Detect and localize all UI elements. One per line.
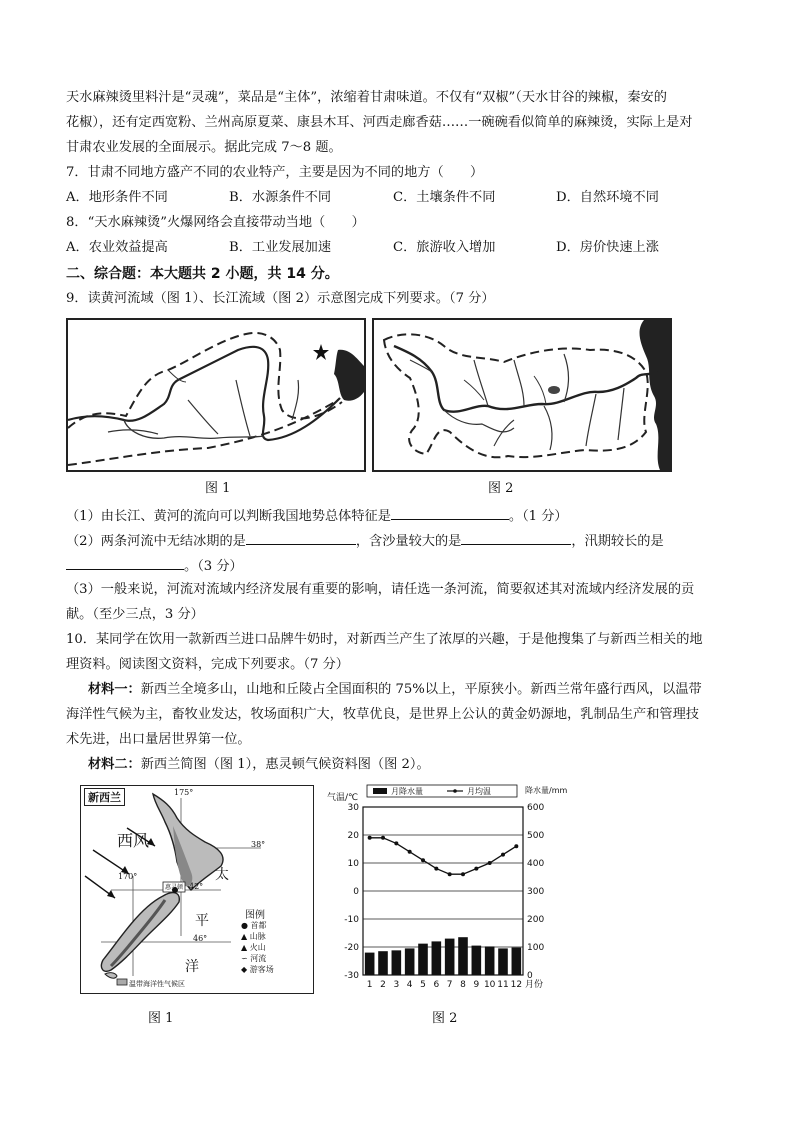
legend-precip-swatch xyxy=(373,788,387,794)
precip-bar xyxy=(445,939,455,975)
temp-point xyxy=(488,861,492,865)
left-tick-label: 0 xyxy=(353,887,359,897)
temp-point xyxy=(501,853,505,857)
x-tick-label: 2 xyxy=(380,980,386,990)
legend-title: 图例 xyxy=(245,910,265,921)
precip-bar xyxy=(458,937,468,975)
mountain-legend-icon: ▲ xyxy=(241,932,248,941)
temp-point xyxy=(421,858,425,862)
nz-map-title: 新西兰 xyxy=(84,788,125,806)
lat-46-label: 46° xyxy=(193,934,208,943)
q10-fig2-caption: 图 2 xyxy=(432,1011,458,1026)
yellow-river-map xyxy=(66,318,366,472)
q8-stem: 8．“天水麻辣烫”火爆网络会直接带动当地（ ） xyxy=(66,215,365,230)
city-label: 惠灵顿 xyxy=(165,884,184,891)
right-tick-label: 100 xyxy=(527,943,545,953)
precip-bar xyxy=(512,948,522,975)
temp-point xyxy=(461,872,465,876)
q8-option-b: B．工业发展加速 xyxy=(229,240,332,255)
x-tick-label: 4 xyxy=(406,980,413,990)
precip-bar xyxy=(418,944,428,975)
temp-point xyxy=(448,872,452,876)
q9-part1 xyxy=(66,505,568,527)
ocean-label-2: 平 xyxy=(195,913,209,929)
q9-part1-score: 。（1 分） xyxy=(508,509,568,524)
right-tick-label: 500 xyxy=(527,831,545,841)
material-1-line-3: 术先进，出口量居世界第一位。 xyxy=(66,732,251,747)
q9-part2-blank-1[interactable] xyxy=(246,530,356,545)
temp-point xyxy=(381,836,385,840)
precip-bar xyxy=(472,946,482,975)
q9-part2-text-c: ，汛期较长的是 xyxy=(571,534,664,549)
q9-stem: 9．读黄河流域（图 1）、长江流域（图 2）示意图完成下列要求。（7 分） xyxy=(66,291,495,306)
precip-bar xyxy=(405,948,415,975)
left-axis-title: 气温/℃ xyxy=(327,793,359,803)
temp-point xyxy=(514,844,518,848)
ocean-label-3: 洋 xyxy=(185,959,199,975)
q8-option-d: D．房价快速上涨 xyxy=(556,240,659,255)
legend-item-volcano: 火山 xyxy=(249,943,266,952)
section-2-title: 二、综合题：本大题共 2 小题，共 14 分。 xyxy=(66,266,339,282)
capital-star-icon xyxy=(313,344,329,360)
q10-fig1-caption: 图 1 xyxy=(148,1011,174,1026)
x-tick-label: 6 xyxy=(433,980,440,990)
q9-part3-line-1: （3）一般来说，河流对流域内经济发展有重要的影响，请任选一条河流，简要叙述其对流域内经济发展的贡 xyxy=(66,582,695,597)
farm-legend-icon: ◆ xyxy=(241,965,248,974)
right-tick-label: 400 xyxy=(527,859,545,869)
left-tick-label: 10 xyxy=(347,859,359,869)
intro-line-1: 天水麻辣烫里料汁是“灵魂”，菜品是“主体”，浓缩着甘肃味道。不仅有“双椒”（天水甘谷的辣椒，秦安的 xyxy=(66,90,667,105)
x-tick-label: 7 xyxy=(446,980,453,990)
yangtze-river-map xyxy=(372,318,672,472)
wellington-climate-chart xyxy=(325,783,575,998)
q9-part1-blank[interactable] xyxy=(391,505,509,520)
x-tick-label: 5 xyxy=(420,980,426,990)
left-tick-label: -20 xyxy=(344,943,359,953)
q7-option-c: C．土壤条件不同 xyxy=(393,190,496,205)
legend-item-farm: 游客场 xyxy=(249,965,274,974)
temp-point xyxy=(474,867,478,871)
x-tick-label: 3 xyxy=(393,980,400,990)
x-tick-label: 10 xyxy=(483,980,496,990)
precip-bar xyxy=(498,948,508,975)
temp-point xyxy=(368,836,372,840)
q7-stem: 7．甘肃不同地方盛产不同的农业特产，主要是因为不同的地方（ ） xyxy=(66,165,484,180)
q9-part2 xyxy=(66,530,664,552)
q9-part2-score: 。（3 分） xyxy=(184,559,243,574)
legend-precip-label: 月降水量 xyxy=(391,787,423,796)
lat-38-label: 38° xyxy=(251,840,266,849)
right-tick-label: 600 xyxy=(527,803,545,813)
x-axis-title: 月份 xyxy=(525,980,544,990)
right-axis-title: 降水量/mm xyxy=(525,786,568,795)
q10-stem-line-1: 10．某同学在饮用一款新西兰进口品牌牛奶时，对新西兰产生了浓厚的兴趣，于是他搜集了与新西兰相关的地 xyxy=(66,632,703,647)
left-tick-label: 20 xyxy=(347,831,359,841)
q9-part1-text: （1）由长江、黄河的流向可以判断我国地势总体特征是 xyxy=(66,509,391,524)
lake-shape xyxy=(548,386,560,394)
right-tick-label: 200 xyxy=(527,915,545,925)
left-tick-label: -10 xyxy=(344,915,359,925)
q9-part2-cont xyxy=(66,555,243,577)
yangtze-river-drawing xyxy=(374,320,670,470)
q9-part2-blank-2[interactable] xyxy=(461,530,571,545)
q7-option-a: A．地形条件不同 xyxy=(66,190,168,205)
q9-part3-line-2: 献。（至少三点，3 分） xyxy=(66,607,204,622)
intro-line-3: 甘肃农业发展的全面展示。据此完成 7～8 题。 xyxy=(66,140,342,155)
q9-part2-text-a: （2）两条河流中无结冰期的是 xyxy=(66,534,246,549)
capital-legend-icon: ● xyxy=(241,921,248,930)
left-tick-label: -30 xyxy=(344,971,359,981)
volcano-legend-icon: ▲ xyxy=(241,943,248,952)
material-1-line-2: 海洋性气候为主，畜牧业发达，牧场面积广大，牧草优良，是世界上公认的黄金奶源地，乳制品生产和管理技 xyxy=(66,707,699,722)
precip-bar xyxy=(432,941,442,975)
legend-temp-marker xyxy=(453,789,457,793)
temp-point xyxy=(434,867,438,871)
climate-zone-legend: 温带海洋性气候区 xyxy=(129,980,185,988)
legend-item-river: 河流 xyxy=(250,954,267,963)
lon-170-label: 170° xyxy=(118,872,138,881)
q9-fig2-caption: 图 2 xyxy=(488,481,514,496)
material-1-text-1: 新西兰全境多山，山地和丘陵占全国面积的 75%以上，平原狭小。新西兰常年盛行西风，以温带 xyxy=(140,682,702,697)
precip-bar xyxy=(365,953,375,975)
right-tick-label: 0 xyxy=(527,971,533,981)
westerly-label: 西风 xyxy=(117,831,150,850)
x-tick-label: 1 xyxy=(366,980,373,990)
q9-fig1-caption: 图 1 xyxy=(205,481,231,496)
x-tick-label: 8 xyxy=(460,980,466,990)
material-2-text: 新西兰简图（图 1），惠灵顿气候资料图（图 2）。 xyxy=(140,757,430,772)
x-tick-label: 9 xyxy=(473,980,480,990)
yellow-river-drawing xyxy=(68,320,364,470)
river-legend-icon: ∽ xyxy=(241,954,248,963)
q10-stem-line-2: 理资料。阅读图文资料，完成下列要求。（7 分） xyxy=(66,657,349,672)
material-1-line-1 xyxy=(88,680,702,700)
precip-bar xyxy=(392,950,402,975)
precip-bar xyxy=(378,951,388,975)
legend-item-capital: 首都 xyxy=(250,921,267,930)
precip-bar xyxy=(485,946,495,975)
legend-box xyxy=(241,920,274,975)
intro-line-2: 花椒），还有定西宽粉、兰州高原夏菜、康县木耳、河西走廊香菇……一碗碗看似简单的麻辣烫，实际上是对 xyxy=(66,115,693,130)
x-tick-label: 12 xyxy=(510,980,523,990)
lat-42-label: 42° xyxy=(189,882,204,891)
legend-frame xyxy=(367,785,517,797)
temp-point xyxy=(394,841,398,845)
x-tick-label: 11 xyxy=(497,980,509,990)
legend-temp-label: 月均温 xyxy=(467,787,491,796)
ocean-label-1: 太 xyxy=(215,867,229,883)
material-2-label: 材料二： xyxy=(88,757,141,772)
wind-arrow-3-icon xyxy=(107,890,115,898)
climate-chart-svg xyxy=(325,783,575,998)
new-zealand-map xyxy=(80,785,314,994)
q7-option-b: B．水源条件不同 xyxy=(229,190,332,205)
q7-option-d: D．自然环境不同 xyxy=(556,190,659,205)
left-tick-label: 30 xyxy=(347,803,359,813)
material-2-line xyxy=(88,755,430,775)
material-1-label: 材料一： xyxy=(88,682,141,697)
temp-point xyxy=(408,850,412,854)
right-tick-label: 300 xyxy=(527,887,545,897)
lon-175-label: 175° xyxy=(174,788,194,797)
legend-item-mountain: 山脉 xyxy=(249,932,266,941)
q9-part2-text-b: ，含沙量较大的是 xyxy=(355,534,462,549)
temp-line xyxy=(370,838,517,874)
q8-option-a: A．农业效益提高 xyxy=(66,240,168,255)
q8-option-c: C．旅游收入增加 xyxy=(393,240,496,255)
q9-part2-blank-3[interactable] xyxy=(66,555,184,570)
